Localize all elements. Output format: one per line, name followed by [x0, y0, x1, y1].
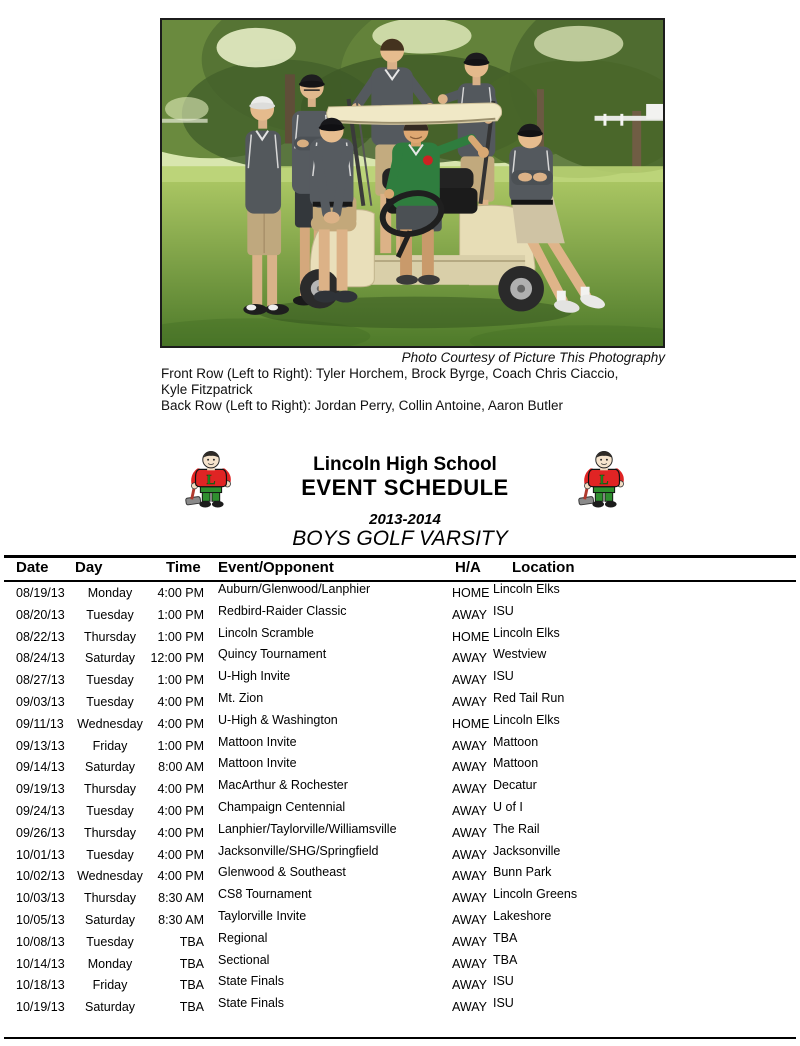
schedule-row: [0, 714, 800, 736]
school-name: Lincoln High School: [313, 454, 497, 475]
team-label: BOYS GOLF VARSITY: [292, 527, 508, 550]
cell-location: ISU: [493, 996, 514, 1011]
cell-date: 09/03/13: [16, 694, 65, 709]
column-header-location: Location: [512, 559, 575, 576]
schedule-row: [0, 932, 800, 954]
cell-location: Mattoon: [493, 756, 539, 771]
cell-home-away: AWAY: [452, 673, 487, 688]
cell-date: 09/14/13: [16, 760, 65, 775]
column-header-time: Time: [166, 559, 201, 576]
cell-location: The Rail: [493, 821, 540, 836]
cell-location: Lincoln Greens: [493, 887, 578, 902]
cell-home-away: AWAY: [452, 956, 487, 971]
cell-event: Glenwood & Southeast: [218, 865, 346, 880]
cell-day: Monday: [87, 586, 133, 600]
cell-date: 10/18/13: [16, 978, 65, 993]
schedule-row: [0, 823, 800, 845]
cell-location: Westview: [493, 647, 547, 662]
cell-date: 08/24/13: [16, 651, 65, 666]
schedule-row: [0, 648, 800, 670]
cell-day: Friday: [92, 978, 128, 993]
cell-time: TBA: [179, 978, 204, 993]
cell-home-away: AWAY: [452, 912, 487, 927]
cell-date: 08/19/13: [16, 586, 65, 600]
cell-time: TBA: [179, 1000, 204, 1015]
page-title: EVENT SCHEDULE: [301, 475, 509, 500]
schedule-row: [0, 866, 800, 888]
column-header-event: Event/Opponent: [218, 559, 334, 576]
cell-event: State Finals: [218, 996, 285, 1011]
caption-back-row: Back Row (Left to Right): Jordan Perry, Collin Antoine, Aaron Butler: [161, 398, 563, 413]
cell-home-away: AWAY: [452, 694, 487, 709]
cell-date: 10/01/13: [16, 847, 65, 862]
cell-date: 10/19/13: [16, 1000, 65, 1015]
table-header-rule: [4, 580, 796, 582]
cell-day: Tuesday: [86, 673, 134, 688]
cell-day: Tuesday: [86, 607, 134, 622]
cell-time: 4:00 PM: [157, 803, 204, 818]
cell-location: Lincoln Elks: [493, 625, 560, 640]
cell-location: TBA: [493, 930, 518, 945]
cell-day: Saturday: [84, 1000, 136, 1015]
cell-event: Lincoln Scramble: [218, 625, 314, 640]
table-top-rule: [4, 555, 796, 558]
cell-time: 4:00 PM: [157, 586, 204, 600]
schedule-row: [0, 779, 800, 801]
cell-date: 08/22/13: [16, 629, 65, 644]
cell-day: Saturday: [84, 760, 136, 775]
cell-date: 10/14/13: [16, 956, 65, 971]
schedule-row: [0, 975, 800, 997]
cell-location: TBA: [493, 952, 518, 967]
schedule-row: [0, 997, 800, 1019]
cell-event: Taylorville Invite: [218, 908, 307, 923]
cell-event: Redbird-Raider Classic: [218, 603, 347, 618]
table-bottom-rule: [4, 1037, 796, 1039]
cell-home-away: AWAY: [452, 934, 487, 949]
cell-date: 08/27/13: [16, 673, 65, 688]
cell-location: Lincoln Elks: [493, 712, 560, 727]
cell-day: Thursday: [83, 825, 137, 840]
cell-day: Wednesday: [77, 716, 143, 731]
cell-date: 09/24/13: [16, 803, 65, 818]
cell-home-away: AWAY: [452, 607, 487, 622]
table-header: [0, 559, 800, 579]
cell-day: Monday: [87, 956, 133, 971]
cell-home-away: AWAY: [452, 978, 487, 993]
cell-date: 10/02/13: [16, 869, 65, 884]
cell-day: Tuesday: [86, 803, 134, 818]
cell-time: 4:00 PM: [157, 694, 204, 709]
cell-day: Wednesday: [77, 869, 143, 884]
cell-home-away: HOME: [452, 629, 490, 644]
schedule-body: [0, 583, 800, 1019]
cell-date: 10/03/13: [16, 891, 65, 906]
cell-time: TBA: [179, 934, 204, 949]
cell-event: CS8 Tournament: [218, 887, 312, 902]
cell-event: Champaign Centennial: [218, 799, 346, 814]
cell-location: ISU: [493, 603, 514, 618]
cell-date: 09/13/13: [16, 738, 65, 753]
column-header-date: Date: [16, 559, 49, 576]
cell-event: U-High & Washington: [218, 712, 338, 727]
cell-time: 12:00 PM: [150, 651, 204, 666]
cell-time: 1:00 PM: [157, 607, 204, 622]
team-photo-image: [162, 20, 663, 346]
schedule-row: [0, 670, 800, 692]
cell-home-away: AWAY: [452, 891, 487, 906]
schedule-row: [0, 910, 800, 932]
cell-day: Tuesday: [86, 847, 134, 862]
cell-location: Mattoon: [493, 734, 539, 749]
schedule-row: [0, 605, 800, 627]
cell-time: 8:30 AM: [158, 891, 204, 906]
cell-event: Auburn/Glenwood/Lanphier: [218, 582, 371, 596]
caption-front-row-cont: Kyle Fitzpatrick: [161, 382, 253, 397]
cell-day: Saturday: [84, 912, 136, 927]
cell-location: ISU: [493, 669, 514, 684]
cell-home-away: AWAY: [452, 803, 487, 818]
cell-location: Bunn Park: [493, 865, 552, 880]
cell-day: Friday: [92, 738, 128, 753]
cell-event: Mattoon Invite: [218, 756, 297, 771]
cell-time: 4:00 PM: [157, 782, 204, 797]
cell-location: U of I: [493, 799, 523, 814]
cell-time: 1:00 PM: [157, 738, 204, 753]
cell-home-away: HOME: [452, 586, 490, 600]
cell-event: Quincy Tournament: [218, 647, 327, 662]
cell-home-away: AWAY: [452, 869, 487, 884]
cell-date: 10/05/13: [16, 912, 65, 927]
schedule-row: [0, 736, 800, 758]
cell-date: 09/11/13: [16, 716, 64, 731]
cell-day: Thursday: [83, 891, 137, 906]
cell-time: 8:00 AM: [158, 760, 204, 775]
schedule-row: [0, 757, 800, 779]
cell-location: Lincoln Elks: [493, 582, 560, 596]
cell-home-away: AWAY: [452, 1000, 487, 1015]
cell-home-away: AWAY: [452, 760, 487, 775]
cell-location: ISU: [493, 974, 514, 989]
cell-event: U-High Invite: [218, 669, 291, 684]
cell-date: 08/20/13: [16, 607, 65, 622]
cell-time: 1:00 PM: [157, 673, 204, 688]
cell-event: Lanphier/Taylorville/Williamsville: [218, 821, 397, 836]
cell-date: 10/08/13: [16, 934, 65, 949]
cell-time: 4:00 PM: [157, 847, 204, 862]
cell-day: Thursday: [83, 629, 137, 644]
column-header-ha: H/A: [455, 559, 481, 576]
cell-home-away: AWAY: [452, 825, 487, 840]
cell-time: 4:00 PM: [157, 869, 204, 884]
team-photo: [160, 18, 665, 348]
schedule-row: [0, 692, 800, 714]
cell-event: State Finals: [218, 974, 285, 989]
photo-credit: Photo Courtesy of Picture This Photography: [401, 350, 665, 365]
cell-date: 09/26/13: [16, 825, 65, 840]
cell-time: TBA: [179, 956, 204, 971]
season-label: 2013-2014: [369, 511, 441, 528]
column-header-day: Day: [75, 559, 103, 576]
cell-home-away: AWAY: [452, 782, 487, 797]
cell-location: Red Tail Run: [493, 690, 565, 705]
schedule-row: [0, 583, 800, 605]
cell-home-away: AWAY: [452, 847, 487, 862]
cell-time: 1:00 PM: [157, 629, 204, 644]
schedule-row: [0, 801, 800, 823]
cell-time: 8:30 AM: [158, 912, 204, 927]
cell-home-away: AWAY: [452, 651, 487, 666]
cell-day: Saturday: [84, 651, 136, 666]
cell-location: Lakeshore: [493, 908, 552, 923]
cell-day: Tuesday: [86, 934, 134, 949]
cell-event: Mattoon Invite: [218, 734, 297, 749]
schedule-row: [0, 954, 800, 976]
cell-day: Thursday: [83, 782, 137, 797]
caption-front-row: Front Row (Left to Right): Tyler Horchem, Brock Byrge, Coach Chris Ciaccio,: [161, 366, 619, 381]
schedule-row: [0, 888, 800, 910]
cell-time: 4:00 PM: [157, 716, 204, 731]
cell-event: Jacksonville/SHG/Springfield: [218, 843, 379, 858]
cell-date: 09/19/13: [16, 782, 65, 797]
cell-home-away: AWAY: [452, 738, 487, 753]
cell-time: 4:00 PM: [157, 825, 204, 840]
cell-location: Decatur: [493, 778, 537, 793]
cell-day: Tuesday: [86, 694, 134, 709]
cell-location: Jacksonville: [493, 843, 561, 858]
cell-event: Regional: [218, 930, 268, 945]
cell-event: Mt. Zion: [218, 690, 264, 705]
cell-event: Sectional: [218, 952, 270, 967]
schedule-row: [0, 627, 800, 649]
cell-event: MacArthur & Rochester: [218, 778, 348, 793]
schedule-row: [0, 845, 800, 867]
cell-home-away: HOME: [452, 716, 490, 731]
